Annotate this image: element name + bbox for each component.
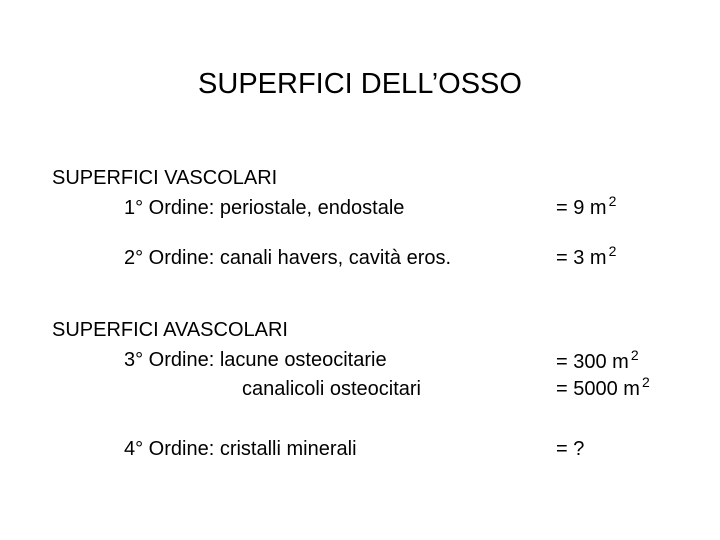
slide-title: SUPERFICI DELL’OSSO (198, 68, 522, 100)
row-value-order-3b (556, 374, 650, 402)
unit-exponent: 2 (608, 243, 617, 259)
row-label-order-4: 4° Ordine: cristalli minerali (124, 438, 357, 460)
unit-exponent: 2 (608, 193, 617, 209)
unit-text: m (623, 378, 640, 400)
value-text: = 300 (556, 351, 607, 373)
unit-text: m (589, 197, 607, 219)
unit-text: m (589, 247, 607, 269)
unit-text: m (612, 351, 629, 373)
row-label-order-3: 3° Ordine: lacune osteocitarie (124, 349, 387, 371)
section-heading-avascular: SUPERFICI AVASCOLARI (52, 319, 288, 341)
row-value-order-4: = ? (556, 438, 585, 460)
value-text: = 3 (556, 247, 585, 269)
row-label-order-3b: canalicoli osteocitari (242, 378, 421, 400)
value-text: = 9 (556, 197, 585, 219)
row-label-order-2: 2° Ordine: canali havers, cavità eros. (124, 247, 452, 269)
row-label-order-1: 1° Ordine: periostale, endostale (124, 197, 405, 219)
value-text: = 5000 (556, 378, 618, 400)
row-value-order-3 (556, 347, 639, 375)
section-heading-vascular: SUPERFICI VASCOLARI (52, 167, 278, 189)
unit-exponent: 2 (641, 374, 650, 390)
row-value-order-2 (556, 243, 617, 271)
row-value-order-1 (556, 193, 617, 221)
unit-exponent: 2 (630, 347, 639, 363)
